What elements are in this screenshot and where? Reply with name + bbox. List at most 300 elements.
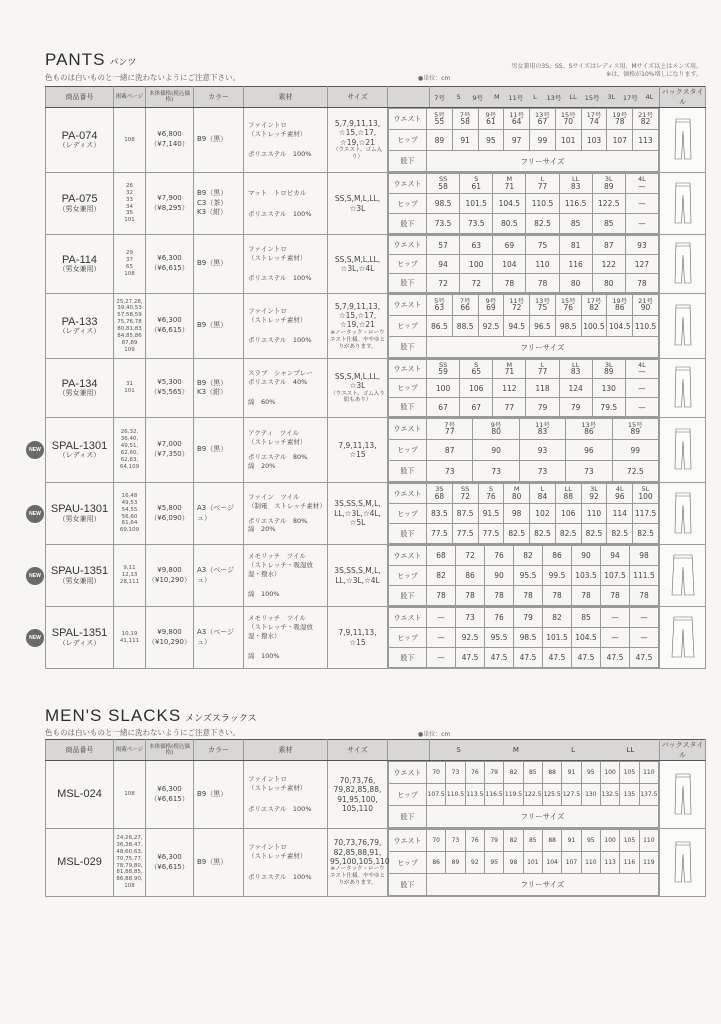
sizes-line: 82,85,88,91,: [333, 847, 382, 857]
material-line: ポリエステル 100%: [248, 150, 312, 159]
size-row-inseam: [389, 398, 659, 417]
size-cell: [504, 486, 529, 501]
color-item: K3（紺）: [197, 388, 228, 396]
size-cell: [607, 112, 632, 127]
material-line: 綿 60%: [248, 398, 276, 407]
header-size: サイズ: [328, 87, 388, 108]
size-value: 78: [456, 586, 485, 606]
size-code: 4L: [615, 485, 624, 494]
waist-value: 64: [511, 117, 522, 127]
product-gender: （男女兼用）: [58, 205, 101, 213]
color-item: A3（ベージュ）: [197, 566, 235, 584]
size-value: [530, 109, 556, 130]
size-code: 7号: [459, 296, 471, 305]
size-value: [478, 484, 504, 504]
material-line: 綿 100%: [248, 652, 280, 661]
size-value: 87.5: [452, 504, 478, 524]
size-value: [460, 174, 493, 194]
size-code: 4L: [638, 360, 646, 369]
size-value: 82: [427, 566, 456, 586]
size-value: [530, 295, 556, 316]
waist-value: 78: [614, 117, 625, 127]
size-value: [530, 484, 556, 504]
size-label-hip: ヒップ: [389, 440, 427, 461]
color-item: C3（茶）: [197, 198, 228, 207]
size-value: 80: [559, 274, 592, 293]
size-value: [452, 109, 478, 130]
material-line: ファイントロ: [248, 120, 287, 129]
pants-title-jp: パンツ: [109, 57, 137, 67]
size-value: 78: [493, 274, 526, 293]
size-value: 47.5: [514, 648, 543, 668]
size-value: 78: [526, 274, 559, 293]
size-cell: [560, 176, 592, 191]
size-value: 98.5: [427, 194, 460, 214]
product-row: [46, 173, 706, 235]
size-value: 98: [504, 852, 523, 874]
waist-value: 69: [486, 303, 496, 313]
size-value: 112: [493, 379, 526, 398]
size-value: [460, 360, 493, 379]
product-price-cell: [146, 418, 194, 483]
material-line: （ストレッチ素材）: [248, 784, 307, 793]
size-value: 98: [504, 504, 530, 524]
size-label-hip: ヒップ: [389, 194, 427, 214]
waist-value: 86: [584, 427, 594, 437]
size-value: 92.5: [456, 628, 485, 648]
slacks-header-material: 素材: [244, 740, 328, 761]
size-code: 3L: [604, 175, 613, 184]
size-cell: [479, 112, 504, 127]
waist-value: 82: [640, 117, 651, 127]
size-cell: [427, 486, 452, 501]
material-line: （ストレッチ素材）: [248, 438, 307, 447]
material-line: （制電 ストレッチ素材）: [248, 501, 326, 510]
size-label-waist: ウエスト: [389, 546, 427, 566]
header-style: バックスタイル: [660, 87, 706, 108]
product-row: [46, 235, 706, 294]
waist-value: 58: [438, 181, 448, 191]
sizes-line: 95,100,105,110: [330, 856, 390, 866]
size-value: 78: [427, 586, 456, 606]
waist-value: 70: [563, 117, 573, 127]
size-value: [633, 109, 659, 130]
product-price: ¥5,300: [157, 378, 182, 387]
sizes-line-2: ☆3L: [349, 381, 366, 391]
slacks-size-row-waist: [389, 762, 659, 784]
size-cell: [530, 112, 555, 127]
sizes-line-2: LL,☆3L,☆4L,: [334, 508, 381, 518]
size-cell: [520, 422, 565, 437]
size-label-inseam: 股下: [389, 648, 427, 668]
slacks-colors: [194, 761, 244, 829]
pants-back-icon: [669, 241, 697, 285]
slacks-size-grid-cell: [388, 829, 660, 897]
material-line: （ストレッチ・吸湿放湿・撥水）: [248, 622, 313, 640]
pants-caution: 色ものは白いものと一緒に洗わないようにご注意下さい。: [45, 73, 240, 82]
size-value: [581, 109, 607, 130]
waist-value: 55: [434, 117, 445, 127]
size-value: 76: [485, 546, 514, 566]
size-cell: [460, 362, 492, 377]
back-style-cell: [660, 359, 706, 418]
product-code-cell: [29, 418, 114, 483]
size-grid: [388, 418, 659, 482]
size-value: 76: [465, 762, 484, 784]
size-grid: [388, 108, 659, 172]
size-value: [452, 484, 478, 504]
size-value: 99: [530, 130, 556, 151]
product-price-cell: [146, 294, 194, 359]
size-code: M: [506, 360, 513, 369]
inseam-free: フリーサイズ: [427, 151, 659, 172]
size-value: 127.5: [562, 784, 581, 806]
size-value: [427, 109, 453, 130]
waist-value: 77: [537, 181, 548, 191]
size-value: [555, 484, 581, 504]
size-value: 110: [581, 852, 600, 874]
color-item: A3（ベージュ）: [197, 628, 235, 646]
slacks-header-page: 掲載ページ: [114, 740, 146, 761]
size-cell: [593, 176, 625, 191]
product-price-tax: （¥10,290）: [148, 637, 191, 646]
size-value: 135: [620, 784, 639, 806]
product-sizes: [328, 607, 388, 669]
size-value: [478, 109, 504, 130]
size-value: 118: [526, 379, 559, 398]
sizes-line-1: 3S,SS,S,M,L,: [334, 499, 381, 509]
size-label-waist: ウエスト: [389, 762, 427, 784]
size-note: （ウエスト、ゴム入り 紐もあり）: [330, 390, 385, 404]
size-label-inseam: 股下: [389, 337, 427, 358]
product-price: ¥9,800: [157, 565, 182, 574]
product-code-cell: [29, 483, 114, 545]
product-pages: 108: [114, 108, 146, 173]
product-gender: （男女兼用）: [58, 577, 101, 585]
size-value: [559, 360, 592, 379]
size-value: 116: [559, 255, 592, 274]
slacks-unit: ●単位：cm: [418, 731, 451, 738]
size-head-cell: LL: [564, 89, 583, 105]
header-color: カラー: [194, 87, 244, 108]
size-value: [473, 419, 519, 440]
waist-value: 83: [570, 181, 581, 191]
size-value: 82.5: [581, 524, 607, 544]
size-value: 77.5: [452, 524, 478, 544]
sizes-line-1: SS,S,M,L,LL,: [334, 371, 381, 381]
size-value: 116: [620, 852, 639, 874]
size-label-inseam: 股下: [389, 151, 427, 172]
size-code: 13号: [581, 420, 597, 429]
size-cell: [453, 112, 478, 127]
product-colors: [194, 607, 244, 669]
size-cell: [582, 298, 607, 313]
sizes-line-2: ☆3L: [349, 203, 366, 213]
size-value: 70: [427, 762, 446, 784]
sizes-line-3: ☆19,☆21: [340, 137, 375, 147]
size-label-hip: ヒップ: [389, 130, 427, 151]
size-value: [555, 109, 581, 130]
size-value: 95: [484, 852, 503, 874]
pants-note-2: ※は、価格が10%増しになります。: [606, 71, 702, 79]
size-value: 80.5: [493, 214, 526, 234]
size-label-inseam: 股下: [389, 806, 427, 828]
waist-value: 68: [434, 491, 445, 501]
product-price-tax: （¥8,295）: [150, 203, 189, 212]
size-value: 110.5: [633, 316, 659, 337]
product-row: [46, 483, 706, 545]
material-line: ポリエステル 80%: [248, 516, 308, 525]
size-code: M: [506, 175, 513, 184]
waist-value: 67: [537, 117, 548, 127]
waist-value: 59: [438, 367, 448, 377]
size-code: 3L: [590, 485, 598, 494]
size-value: [581, 295, 607, 316]
size-value: 98.5: [555, 316, 581, 337]
product-code: PA-075: [61, 193, 98, 206]
size-head-cell: 7号: [430, 89, 449, 105]
size-row-inseam: [389, 337, 659, 358]
size-value: —: [625, 398, 658, 417]
product-material: [244, 173, 328, 235]
size-cell: [460, 176, 492, 191]
size-value: 110: [639, 762, 658, 784]
size-value: 76: [465, 830, 484, 852]
size-label-hip: ヒップ: [389, 379, 427, 398]
size-label-hip: ヒップ: [389, 504, 427, 524]
size-value: 110: [526, 255, 559, 274]
size-code: S: [474, 175, 479, 184]
size-label-hip: ヒップ: [389, 566, 427, 586]
product-price: ¥6,300: [157, 254, 182, 263]
slacks-pages: 24,26,27, 36,38,47, 48,60,63, 70,75,77, 78,79,80, 81,88,85, 86,88,90, 108: [114, 829, 146, 897]
size-value: 92.5: [478, 316, 504, 337]
sizes-line-1: SS,S,M,L,LL,: [334, 194, 381, 204]
product-code-cell: [46, 359, 114, 418]
size-value: 89: [427, 130, 453, 151]
waist-value: 82: [589, 303, 599, 313]
size-note: ※ノータック・ローウエスト仕様。ややゆとりがあります。: [330, 866, 386, 886]
size-value: 86.5: [427, 316, 453, 337]
product-price-cell: [146, 607, 194, 669]
header-page: 掲載ページ: [114, 87, 146, 108]
material-line: ポリエステル 40%: [248, 377, 308, 386]
material-line: ポリエステル 80%: [248, 453, 308, 461]
size-value: —: [625, 214, 658, 234]
size-label-waist: ウエスト: [389, 484, 427, 504]
size-value: 100: [600, 762, 619, 784]
slacks-colors: [194, 829, 244, 897]
size-cell: [613, 422, 658, 437]
size-value: 86: [427, 852, 446, 874]
size-code: 11号: [509, 110, 525, 119]
slacks-header-price: 本体価格(税込価格): [146, 740, 194, 761]
product-code-cell: [29, 545, 114, 607]
size-grid: [388, 359, 659, 417]
size-code: 3L: [604, 360, 613, 369]
size-value: 96.5: [530, 316, 556, 337]
size-value: 103: [581, 130, 607, 151]
size-row-waist: [389, 236, 659, 255]
size-cell: [626, 362, 658, 377]
size-value: 101: [523, 852, 542, 874]
size-value: 85: [572, 608, 601, 628]
size-value: 90: [572, 546, 601, 566]
size-value: 110.5: [446, 784, 465, 806]
size-cell: [530, 486, 555, 501]
size-label-hip: ヒップ: [389, 784, 427, 806]
size-grid-cell: [388, 359, 660, 418]
size-value: [504, 484, 530, 504]
size-value: 70: [427, 830, 446, 852]
size-cell: [504, 298, 529, 313]
size-value: —: [625, 194, 658, 214]
size-value: 101: [555, 130, 581, 151]
waist-value: 83: [570, 367, 581, 377]
size-value: 85: [559, 214, 592, 234]
size-value: 82.5: [526, 214, 559, 234]
size-cell: [526, 362, 558, 377]
back-style-cell: [660, 483, 706, 545]
size-value: 73.5: [460, 214, 493, 234]
slacks-row: [46, 761, 706, 829]
size-code: 5号: [434, 110, 445, 119]
size-code: 19号: [612, 296, 628, 305]
product-pages: 29 37 65 108: [114, 235, 146, 294]
new-badge: NEW: [26, 629, 44, 647]
size-cell: [479, 486, 504, 501]
size-row-inseam: [389, 648, 659, 668]
sizes-line-2: ☆15,☆17,: [338, 311, 377, 320]
product-material: [244, 359, 328, 418]
size-value: 110.5: [526, 194, 559, 214]
new-badge: NEW: [26, 441, 44, 459]
size-value: [559, 174, 592, 194]
waist-value: —: [638, 367, 646, 377]
size-value: [555, 295, 581, 316]
size-value: 85: [592, 214, 625, 234]
sizes-line: 70,73,76,: [339, 775, 376, 785]
waist-value: 72: [460, 491, 470, 501]
product-price-tax: （¥6,615）: [150, 326, 189, 334]
size-value: [427, 174, 460, 194]
product-row: [46, 607, 706, 669]
product-colors: [194, 108, 244, 173]
size-value: 79.5: [592, 398, 625, 417]
header-price: 本体価格(税込価格): [146, 87, 194, 108]
size-value: 82.5: [530, 524, 556, 544]
size-label-hip: ヒップ: [389, 255, 427, 274]
pants-notes: [470, 63, 702, 79]
material-line: ファイントロ: [248, 244, 287, 253]
waist-value: 58: [460, 117, 470, 127]
sizes-line-1: 3S,SS,S,M,L,: [334, 566, 381, 576]
size-label-inseam: 股下: [389, 214, 427, 234]
waist-value: 71: [504, 181, 515, 191]
back-style-cell: [660, 294, 706, 359]
size-value: 78: [625, 274, 658, 293]
size-code: 13号: [535, 110, 550, 119]
color-item: B9（黒）: [197, 789, 228, 798]
header-blank: [388, 87, 430, 108]
size-code: 15号: [627, 420, 643, 429]
size-value: 78: [630, 586, 659, 606]
size-cell: [504, 112, 529, 127]
size-value: [566, 419, 612, 440]
material-line: ポリエステル 100%: [248, 336, 312, 345]
size-head-cell: M: [487, 89, 506, 105]
waist-value: —: [638, 181, 646, 191]
size-value: [504, 295, 530, 316]
size-value: 91: [562, 830, 581, 852]
size-value: —: [625, 379, 658, 398]
size-value: 137.5: [639, 784, 658, 806]
back-style-cell: [660, 545, 706, 607]
size-head-cell: 3L: [602, 89, 621, 105]
color-item: B9（黒）: [197, 857, 228, 866]
size-value: 132.5: [600, 784, 619, 806]
waist-value: 72: [511, 303, 522, 313]
sizes-line-2: ☆15: [349, 450, 366, 459]
size-value: 73.5: [427, 214, 460, 234]
waist-value: 90: [640, 303, 651, 313]
product-material: [244, 545, 328, 607]
size-value: 81: [559, 236, 592, 255]
material-line: メモリッチ ツイル: [248, 613, 306, 622]
slacks-sizes: [328, 829, 388, 897]
size-value: 99.5: [543, 566, 572, 586]
waist-value: 84: [537, 491, 548, 501]
waist-value: 96: [614, 491, 625, 501]
waist-value: 63: [434, 303, 445, 313]
back-style-cell: [660, 235, 706, 294]
size-value: [526, 360, 559, 379]
size-value: 47.5: [456, 648, 485, 668]
waist-value: 80: [491, 427, 501, 437]
size-value: 79: [559, 398, 592, 417]
product-price: ¥7,900: [157, 193, 182, 202]
size-row-hip: [389, 194, 659, 214]
waist-value: 76: [486, 491, 496, 501]
material-line: マット トロピカル: [248, 188, 307, 197]
product-gender: （レディス）: [58, 328, 101, 336]
size-value: 47.5: [572, 648, 601, 668]
product-colors: [194, 545, 244, 607]
size-value: 113: [633, 130, 659, 151]
slacks-title-en: MEN'S SLACKS: [45, 706, 182, 725]
pants-back-icon: [669, 117, 697, 161]
pants-back-icon: [669, 427, 697, 471]
size-value: [592, 360, 625, 379]
sizes-line-2: LL,☆3L,☆4L: [335, 575, 380, 585]
size-code: 5号: [434, 296, 445, 305]
size-value: 97: [504, 130, 530, 151]
slacks-head-cell: M: [487, 742, 544, 758]
sizes-line-2: ☆15,☆17,: [338, 128, 377, 138]
waist-value: 66: [460, 303, 470, 313]
product-pages: 25,27,28, 39,40,53 57,58,59 75,76,78 80,81,83 84,85,86 87,89 109: [114, 294, 146, 359]
size-value: [427, 419, 473, 440]
size-code: 5L: [641, 485, 650, 494]
product-material: [244, 418, 328, 483]
pants-note-1: 男女兼用の3S、SS、Sサイズはレディス用、Mサイズ以上はメンズ用。: [511, 63, 702, 70]
material-line: ファイントロ: [248, 775, 287, 784]
pants-table: [29, 86, 706, 669]
size-row-hip: [389, 316, 659, 337]
waist-value: 86: [614, 303, 625, 313]
size-value: 86: [543, 546, 572, 566]
size-label-inseam: 股下: [389, 398, 427, 417]
